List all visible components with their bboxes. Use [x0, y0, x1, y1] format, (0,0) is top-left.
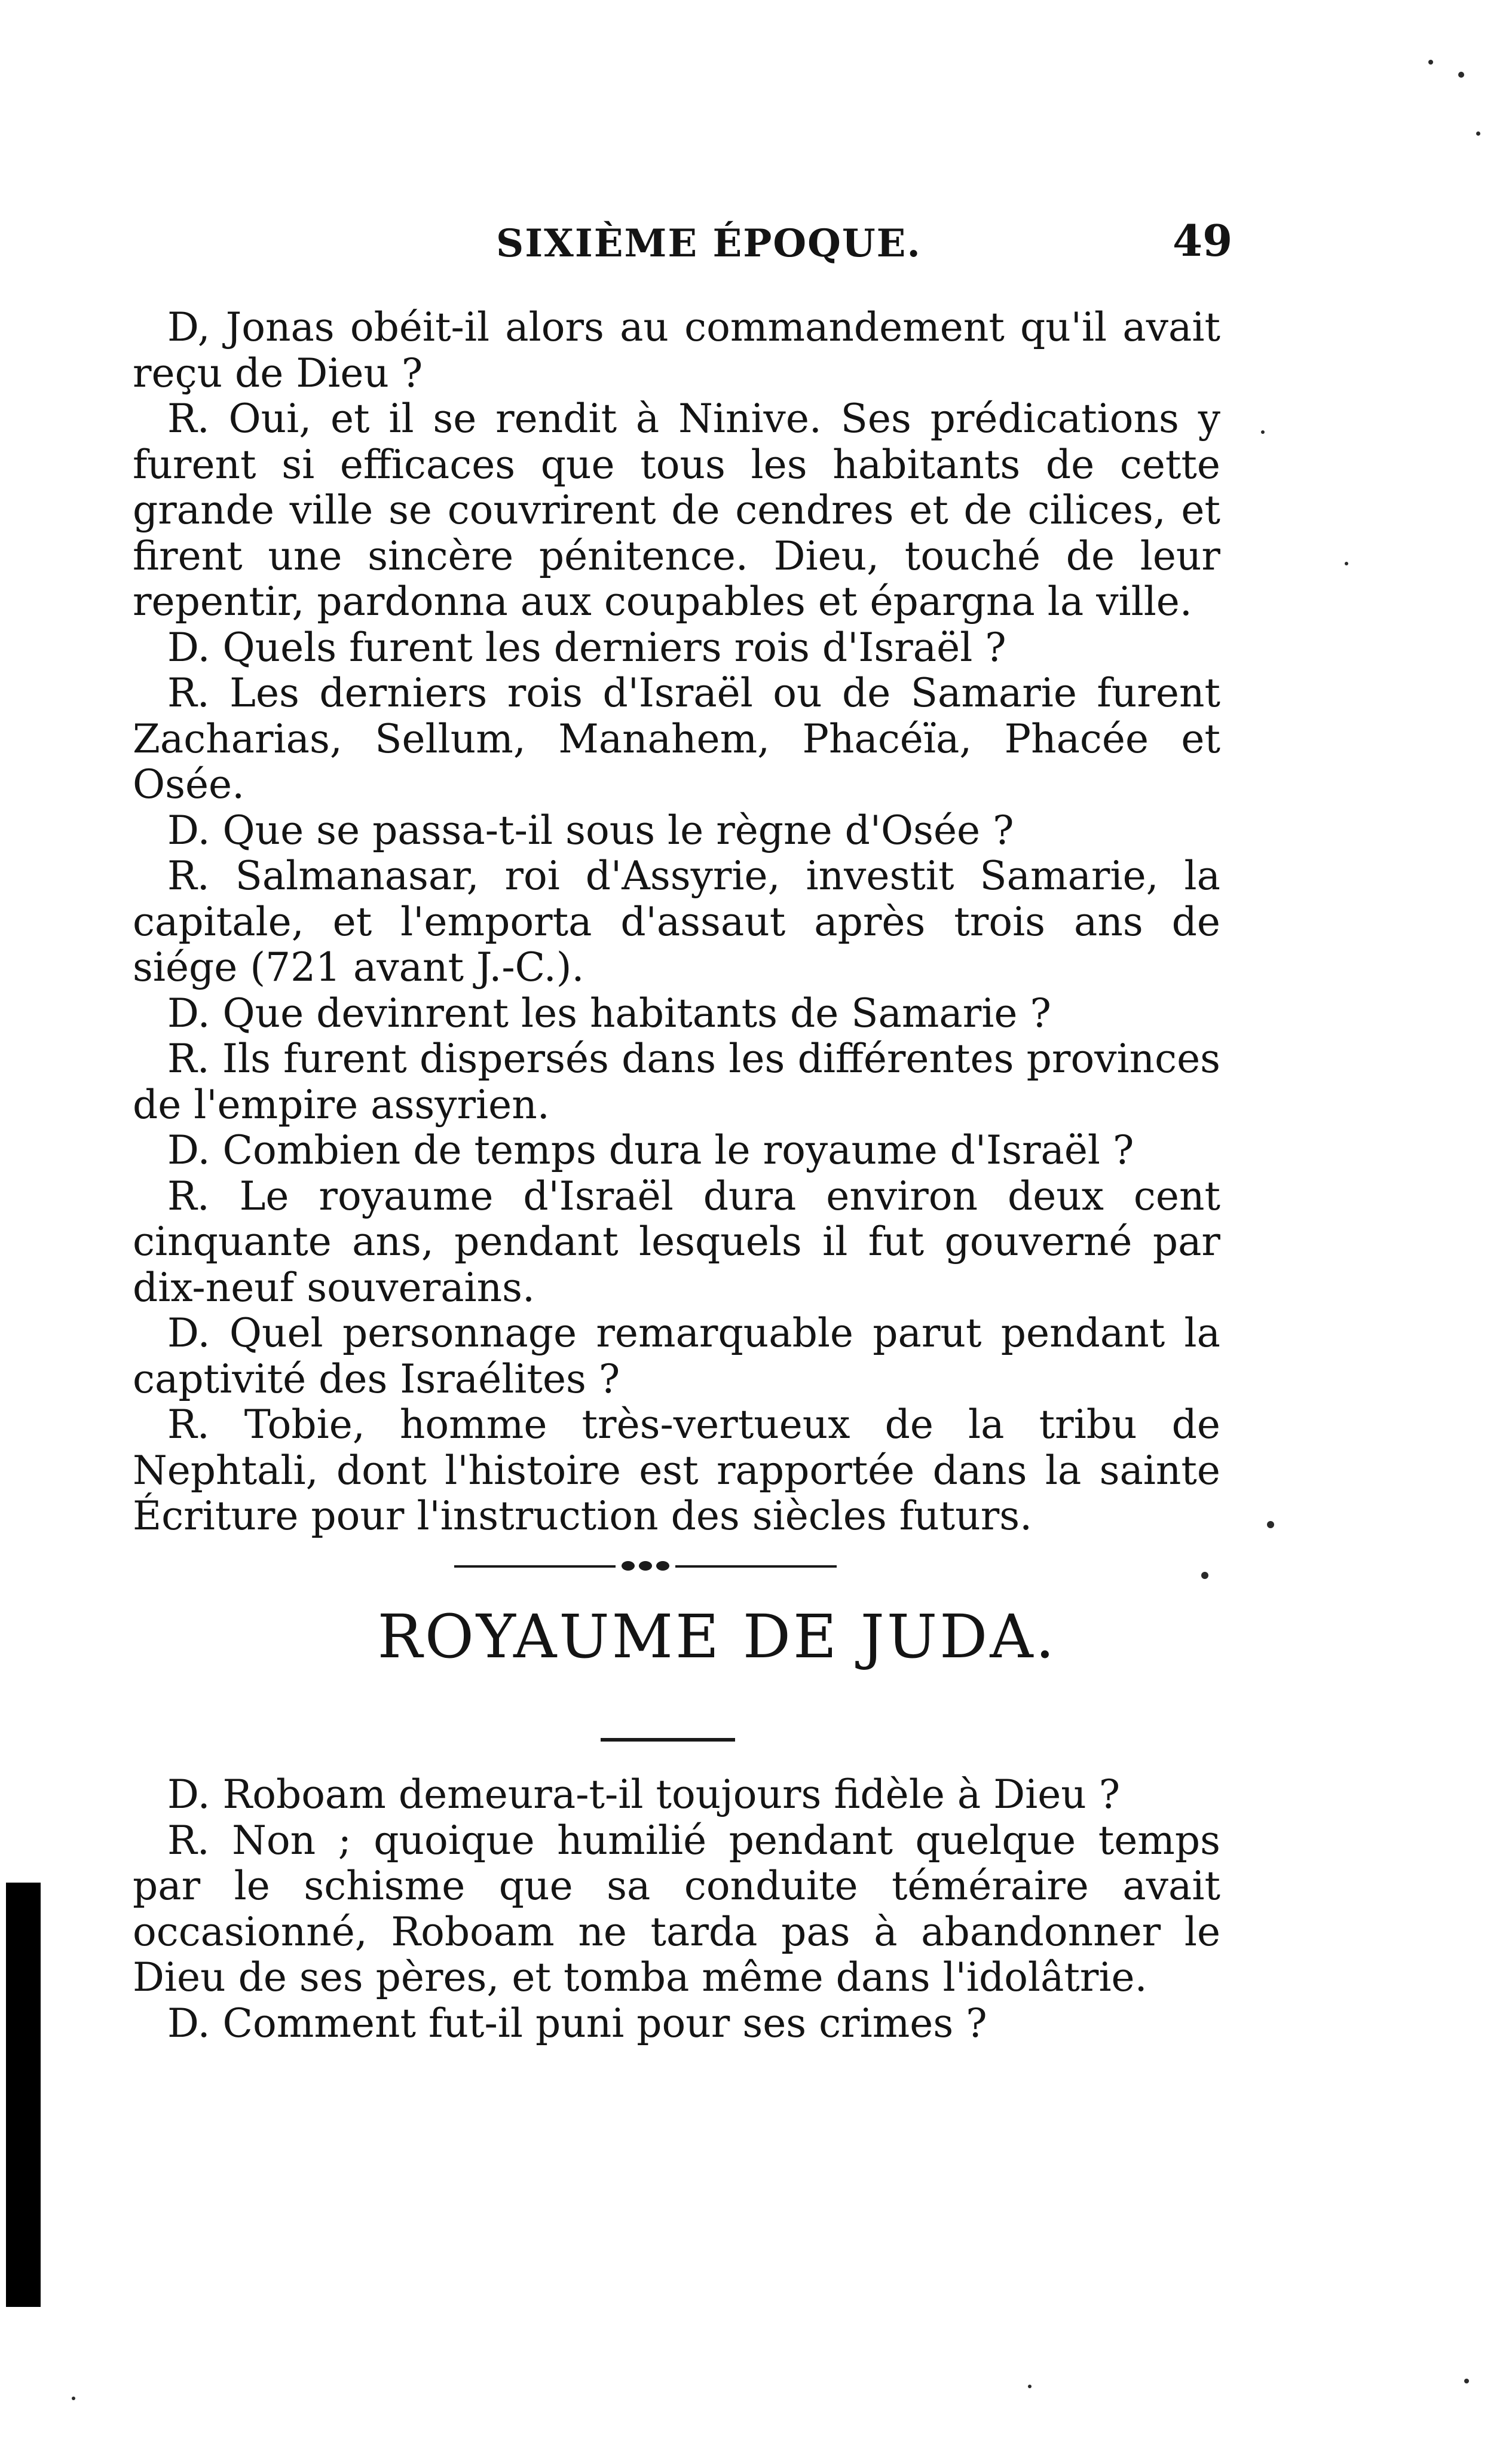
section-title: ROYAUME DE JUDA. — [377, 1602, 1057, 1672]
speck — [1345, 562, 1348, 565]
speck — [1201, 1572, 1208, 1579]
speck — [1476, 131, 1480, 136]
paragraph: D. Roboam demeura-t-il toujours fidèle à Dieu ? — [167, 1771, 1121, 1817]
text-block-after-section — [133, 1772, 1220, 2046]
speck — [1028, 2385, 1032, 2388]
paragraph: R. Salmanasar, roi d'Assyrie, investit Samarie, la capitale, et l'emporta d'assaut après trois ans de siége (721 avant J.-C.). — [133, 853, 1220, 990]
paragraph: D. Quel personnage remarquable parut pendant la captivité des Israélites ? — [133, 1310, 1220, 1402]
text-block-before-section — [133, 305, 1220, 1540]
paragraph: R. Ils furent dispersés dans les différentes provinces de l'empire assyrien. — [133, 1036, 1220, 1128]
paragraph: R. Le royaume d'Israël dura environ deux cent cinquante ans, pendant lesquels il fut gouverné par dix-neuf souverains. — [133, 1173, 1220, 1311]
paragraph: D. Comment fut-il puni pour ses crimes ? — [167, 2000, 987, 2046]
divider-dot — [622, 1561, 635, 1571]
speck — [1458, 72, 1464, 78]
speck — [1464, 2379, 1469, 2383]
section-rule — [601, 1738, 735, 1742]
divider-line-left — [454, 1565, 616, 1568]
speck — [1261, 430, 1265, 434]
divider-line-right — [675, 1565, 837, 1568]
speck — [1267, 1521, 1274, 1528]
paragraph: D. Que devinrent les habitants de Samarie ? — [167, 990, 1051, 1036]
paragraph: R. Oui, et il se rendit à Ninive. Ses prédications y furent si efficaces que tous les habitants de cette grande ville se couvrirent de cendres et de cilices, et firent une sincère pénitence. Dieu, touché de leur repentir, pardonna aux coupables et épargna la ville. — [133, 396, 1220, 625]
scan-margin-bar — [6, 1883, 41, 2307]
speck — [1428, 60, 1433, 65]
paragraph: R. Non ; quoique humilié pendant quelque temps par le schisme que sa conduite téméraire avait occasionné, Roboam ne tarda pas à abandonner le Dieu de ses pères, et tomba même dans l'idolâtrie. — [133, 1817, 1220, 2000]
divider-dot — [639, 1561, 652, 1571]
paragraph: D. Quels furent les derniers rois d'Israël ? — [167, 624, 1006, 671]
running-title: SIXIÈME ÉPOQUE. — [496, 221, 922, 266]
paragraph: D. Que se passa-t-il sous le règne d'Osée ? — [167, 807, 1014, 853]
paragraph: D, Jonas obéit-il alors au commandement qu'il avait reçu de Dieu ? — [133, 304, 1220, 396]
paragraph: D. Combien de temps dura le royaume d'Israël ? — [167, 1127, 1134, 1173]
paragraph: R. Tobie, homme très-vertueux de la tribu de Nephtali, dont l'histoire est rapportée dans la sainte Écriture pour l'instruction des siècles futurs. — [133, 1401, 1220, 1539]
paragraph: R. Les derniers rois d'Israël ou de Samarie furent Zacharias, Sellum, Manahem, Phacéïa, Phacée et Osée. — [133, 670, 1220, 807]
page-number: 49 — [1173, 215, 1233, 266]
ornamental-divider — [454, 1560, 837, 1572]
speck — [72, 2397, 75, 2400]
divider-dot — [656, 1561, 669, 1571]
